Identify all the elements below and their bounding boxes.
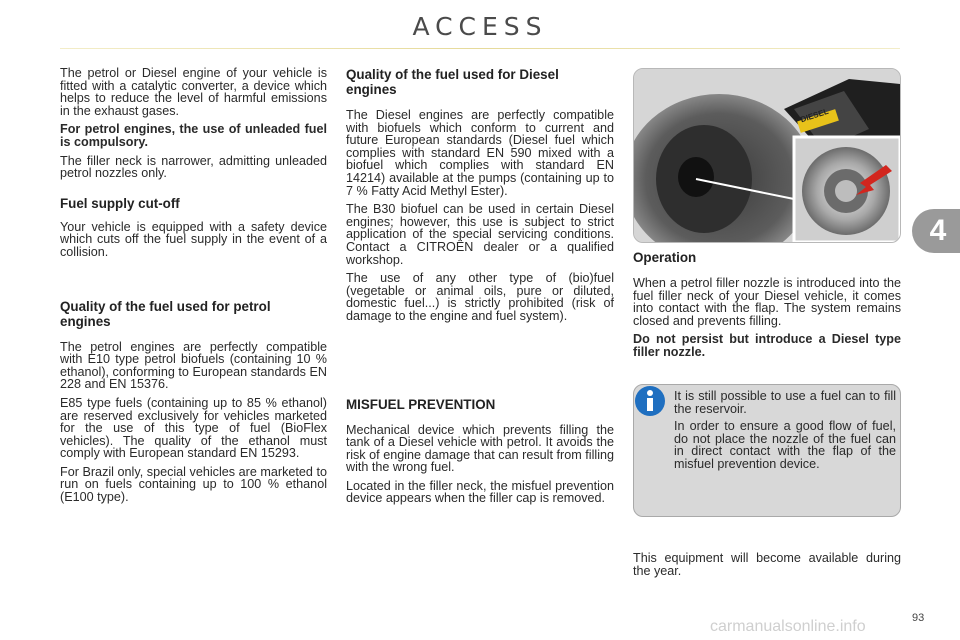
misfuel-location-paragraph: Located in the filler neck, the misfuel prevention device appears when the filler cap is removed. bbox=[346, 478, 614, 506]
diesel-biofuel-paragraph: The Diesel engines are perfectly compatible with biofuels which conform to current and future European standards (Diesel fuel which complies with standard EN 590 mixed with a biofuel which complies with standard EN 14214) available at the pumps (containing up to 7 % Fatty Acid Methyl Ester). bbox=[346, 108, 614, 198]
petrol-e10-paragraph: The petrol engines are perfectly compatible with E10 type petrol biofuels (containing 10 % ethanol), conforming to European standards EN 228 and EN 15376. bbox=[60, 339, 327, 392]
diesel-label: DIESEL bbox=[799, 106, 830, 125]
heading-petrol-quality: Quality of the fuel used for petrol engines bbox=[60, 298, 271, 329]
column-right bbox=[633, 250, 901, 365]
diesel-prohibited-paragraph: The use of any other type of (bio)fuel (vegetable or animal oils, pure or diluted, domestic fuel...) is strictly prohibited (risk of damage to the engine and fuel system). bbox=[346, 271, 614, 323]
unleaded-warning: For petrol engines, the use of unleaded fuel is compulsory. bbox=[60, 122, 327, 149]
operation-warning: Do not persist but introduce a Diesel type filler nozzle. bbox=[633, 332, 901, 359]
misfuel-description-paragraph: Mechanical device which prevents filling the tank of a Diesel vehicle with petrol. It avoids the risk of engine damage that can result from filling with the wrong fuel. bbox=[346, 422, 614, 475]
heading-operation: Operation bbox=[633, 250, 697, 265]
operation-paragraph: When a petrol filler nozzle is introduced into the fuel filler neck of your Diesel vehicle, it comes into contact with the flap. The system remains closed and prevents filling. bbox=[633, 276, 901, 328]
column-left bbox=[60, 67, 327, 510]
info-note-text bbox=[674, 390, 896, 476]
chapter-tab: 4 bbox=[912, 209, 960, 253]
filler-flap-drawing bbox=[634, 69, 900, 242]
fuel-filler-illustration bbox=[633, 68, 901, 243]
availability-note bbox=[633, 552, 901, 583]
info-flow-paragraph: In order to ensure a good flow of fuel, do not place the nozzle of the fuel can in direct contact with the flap of the misfuel prevention device. bbox=[674, 419, 896, 471]
filler-neck-paragraph: The filler neck is narrower, admitting unleaded petrol nozzles only. bbox=[60, 153, 327, 181]
heading-fuel-cutoff: Fuel supply cut-off bbox=[60, 195, 180, 211]
info-fuel-can-paragraph: It is still possible to use a fuel can to fill the reservoir. bbox=[674, 389, 896, 416]
intro-paragraph: The petrol or Diesel engine of your vehicle is fitted with a catalytic converter, a device which helps to reduce the level of harmful emissions in the exhaust gases. bbox=[60, 66, 327, 118]
column-middle bbox=[346, 67, 614, 511]
cutoff-paragraph: Your vehicle is equipped with a safety device which cuts off the fuel supply in the event of a collision. bbox=[60, 219, 327, 259]
info-icon bbox=[633, 384, 667, 418]
header-divider bbox=[60, 48, 900, 49]
watermark: carmanualsonline.info bbox=[710, 618, 866, 635]
heading-misfuel-prevention: MISFUEL PREVENTION bbox=[346, 396, 496, 412]
availability-paragraph: This equipment will become available during the year. bbox=[633, 551, 901, 578]
page-title: ACCESS bbox=[412, 12, 548, 41]
page-number: 93 bbox=[912, 612, 925, 624]
diesel-b30-paragraph: The B30 biofuel can be used in certain Diesel engines; however, this use is subject to strict application of the special servicing conditions. Contact a CITROËN dealer or a qualified workshop. bbox=[346, 202, 614, 267]
petrol-e85-paragraph: E85 type fuels (containing up to 85 % ethanol) are reserved exclusively for vehicles marketed for the use of this type of fuel (BioFlex vehicles). The quality of the ethanol must comply with European standard EN 15293. bbox=[60, 395, 327, 461]
petrol-brazil-paragraph: For Brazil only, special vehicles are marketed to run on fuels containing up to 100 % ethanol (E100 type). bbox=[60, 464, 327, 505]
heading-diesel-quality: Quality of the fuel used for Diesel engines bbox=[346, 67, 559, 97]
